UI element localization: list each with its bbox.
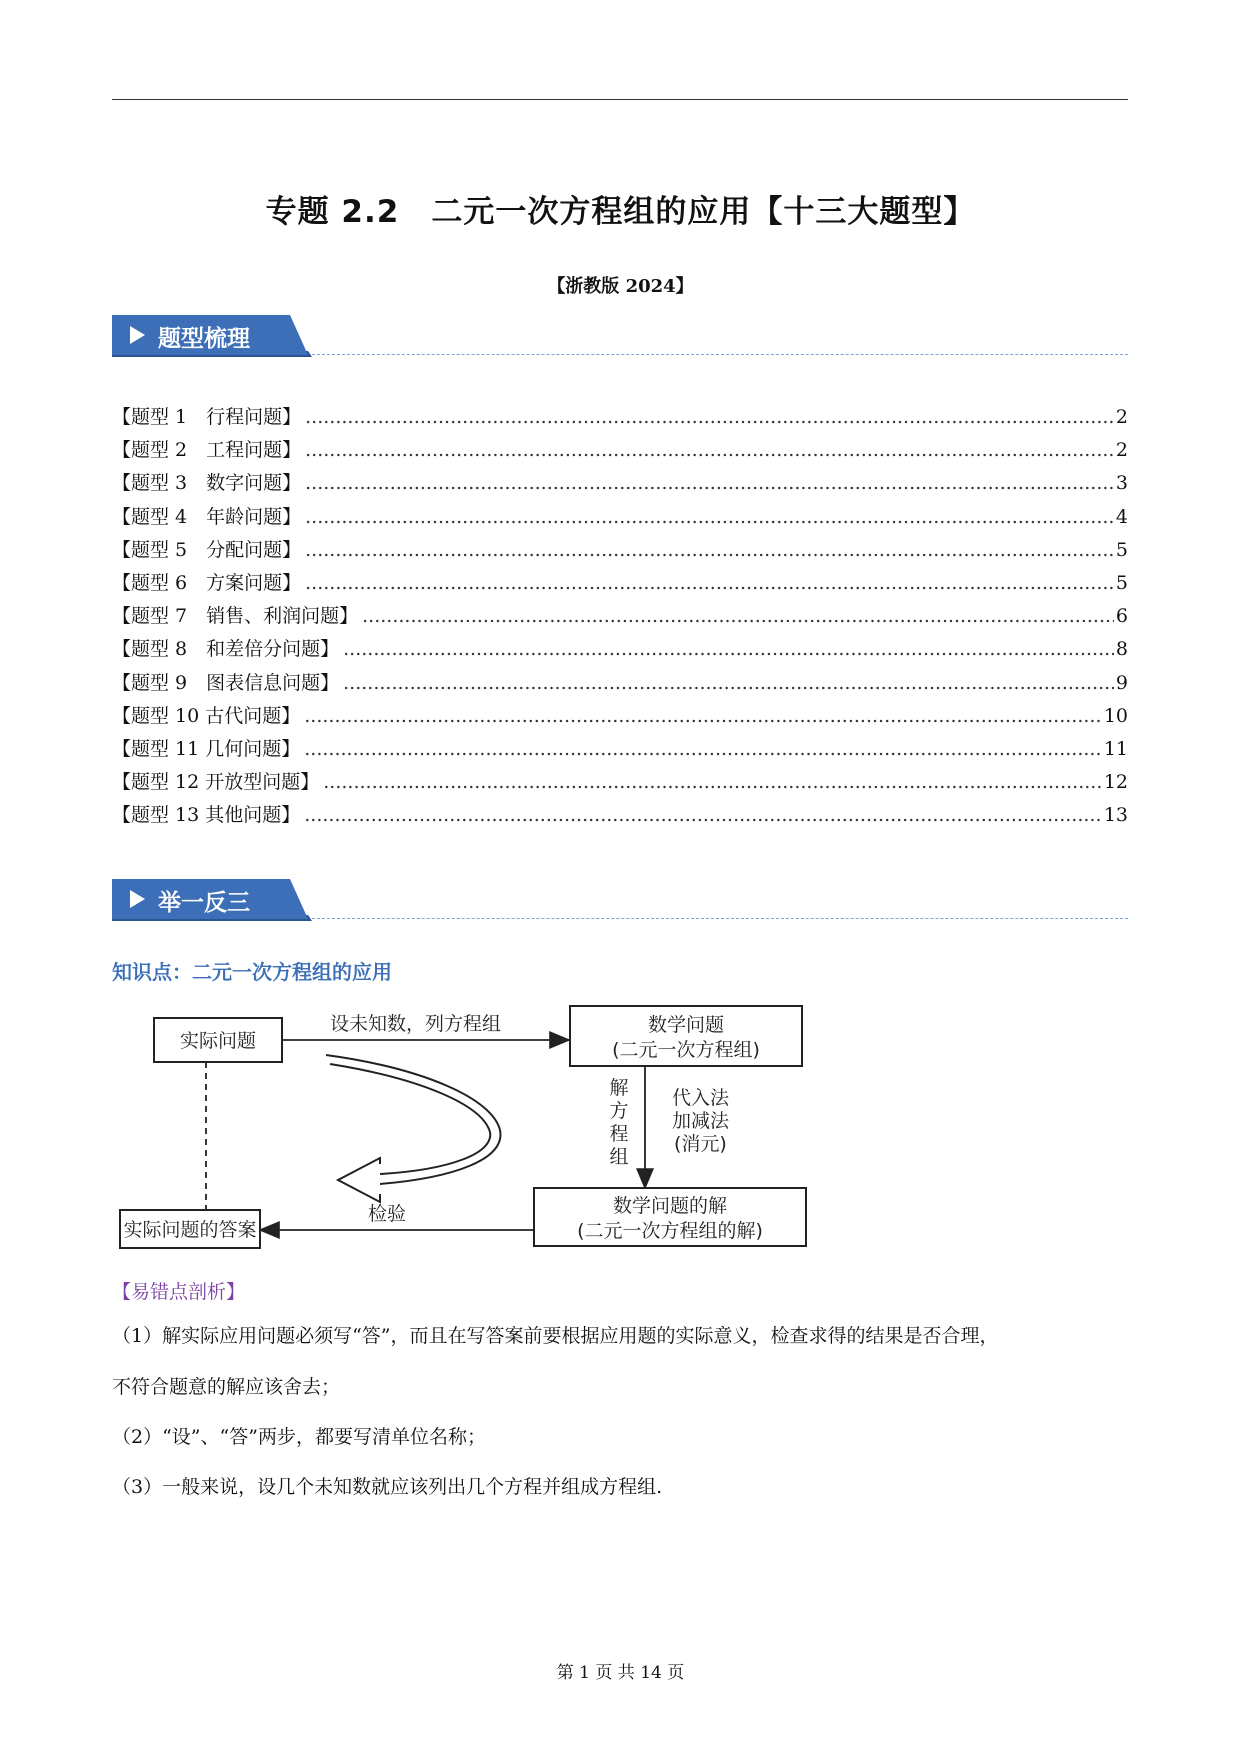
section-divider bbox=[312, 354, 1128, 355]
toc-page-number: 4 bbox=[1115, 505, 1128, 528]
svg-text:程: 程 bbox=[609, 1123, 629, 1145]
toc-leader-dots bbox=[343, 638, 1114, 660]
toc-page-number: 2 bbox=[1115, 439, 1128, 462]
toc-item-label: 【题型 4 年龄问题】 bbox=[112, 505, 302, 528]
toc-leader-dots bbox=[305, 506, 1114, 528]
toc-item-label: 【题型 7 销售、利润问题】 bbox=[112, 605, 359, 628]
section-header-toc bbox=[112, 315, 1128, 357]
svg-text:(二元一次方程组的解): (二元一次方程组的解) bbox=[577, 1220, 763, 1242]
toc-item[interactable] bbox=[112, 402, 1128, 435]
error-point-line: 不符合题意的解应该舍去； bbox=[112, 1376, 341, 1398]
toc-leader-dots bbox=[305, 472, 1114, 494]
toc-item[interactable] bbox=[112, 435, 1128, 468]
toc-item[interactable] bbox=[112, 468, 1128, 501]
svg-text:解: 解 bbox=[609, 1077, 629, 1099]
toc-item-label: 【题型 8 和差倍分问题】 bbox=[112, 638, 340, 661]
arrow-setup-label: 设未知数，列方程组 bbox=[330, 1013, 502, 1035]
svg-text:(二元一次方程组): (二元一次方程组) bbox=[612, 1039, 760, 1061]
toc-item[interactable] bbox=[112, 535, 1128, 568]
toc-page-number: 10 bbox=[1103, 704, 1128, 727]
svg-text:实际问题: 实际问题 bbox=[179, 1030, 257, 1052]
toc-item-label: 【题型 13 其他问题】 bbox=[112, 804, 301, 827]
toc-item-label: 【题型 5 分配问题】 bbox=[112, 538, 302, 561]
toc-item-label: 【题型 1 行程问题】 bbox=[112, 406, 302, 428]
solve-vertical-label bbox=[609, 1077, 628, 1168]
toc-item-label: 【题型 3 数字问题】 bbox=[112, 472, 302, 495]
edition-label: 【浙教版 2024】 bbox=[547, 276, 694, 297]
toc-item[interactable] bbox=[112, 668, 1128, 701]
svg-text:实际问题的答案: 实际问题的答案 bbox=[123, 1219, 257, 1241]
toc-item-label: 【题型 12 开放型问题】 bbox=[112, 771, 320, 794]
toc-page-number: 12 bbox=[1103, 771, 1128, 794]
play-triangle-icon bbox=[130, 890, 145, 908]
section-title: 举一反三 bbox=[158, 890, 250, 916]
svg-text:(消元): (消元) bbox=[674, 1133, 727, 1155]
toc-item[interactable] bbox=[112, 767, 1128, 800]
box-math-solution bbox=[534, 1188, 806, 1246]
svg-text:代入法: 代入法 bbox=[672, 1087, 730, 1109]
arrow-check-label: 检验 bbox=[368, 1203, 407, 1225]
page-footer: 第 1 页 共 14 页 bbox=[556, 1663, 685, 1683]
toc-leader-dots bbox=[305, 539, 1114, 561]
toc-item-label: 【题型 9 图表信息问题】 bbox=[112, 671, 340, 694]
toc-item[interactable] bbox=[112, 502, 1128, 535]
toc-item[interactable] bbox=[112, 734, 1128, 767]
toc-item[interactable] bbox=[112, 601, 1128, 634]
toc-item[interactable] bbox=[112, 800, 1128, 833]
toc-page-number: 5 bbox=[1115, 538, 1128, 561]
toc-page-number: 9 bbox=[1115, 671, 1128, 694]
svg-text:组: 组 bbox=[609, 1146, 629, 1168]
toc-item[interactable] bbox=[112, 701, 1128, 734]
box-real-answer bbox=[120, 1210, 260, 1248]
toc-leader-dots bbox=[343, 672, 1114, 694]
document-title: 专题 2.2 二元一次方程组的应用【十三大题型】 bbox=[265, 194, 976, 230]
error-point-line: （3）一般来说，设几个未知数就应该列出几个方程并组成方程组. bbox=[112, 1476, 663, 1498]
box-real-problem bbox=[154, 1018, 282, 1062]
section-header-practice bbox=[112, 879, 1128, 921]
box-math-problem bbox=[570, 1006, 802, 1066]
header-rule bbox=[112, 99, 1128, 100]
table-of-contents bbox=[112, 402, 1128, 833]
toc-page-number: 13 bbox=[1103, 804, 1128, 827]
toc-item-label: 【题型 11 几何问题】 bbox=[112, 737, 301, 760]
toc-item-label: 【题型 10 古代问题】 bbox=[112, 704, 301, 727]
knowledge-point-title: 知识点：二元一次方程组的应用 bbox=[112, 960, 392, 984]
toc-page-number: 6 bbox=[1115, 605, 1128, 628]
svg-text:方: 方 bbox=[609, 1100, 629, 1122]
toc-item[interactable] bbox=[112, 568, 1128, 601]
play-triangle-icon bbox=[130, 326, 145, 344]
error-point-line: （2）“设”、“答”两步，都要写清单位名称； bbox=[112, 1426, 486, 1448]
toc-item-label: 【题型 2 工程问题】 bbox=[112, 439, 302, 462]
toc-leader-dots bbox=[305, 406, 1114, 428]
curved-return-arrow-icon bbox=[326, 1055, 500, 1202]
section-divider bbox=[312, 918, 1128, 919]
toc-leader-dots bbox=[304, 705, 1102, 727]
toc-page-number: 3 bbox=[1115, 472, 1128, 495]
toc-page-number: 11 bbox=[1103, 737, 1128, 760]
solve-methods-label bbox=[672, 1087, 730, 1155]
toc-leader-dots bbox=[304, 804, 1102, 826]
toc-item[interactable] bbox=[112, 634, 1128, 667]
toc-leader-dots bbox=[362, 605, 1114, 627]
toc-leader-dots bbox=[304, 738, 1102, 760]
error-analysis-title: 【易错点剖析】 bbox=[112, 1281, 246, 1303]
svg-text:加减法: 加减法 bbox=[672, 1110, 730, 1132]
section-title: 题型梳理 bbox=[158, 326, 250, 352]
error-point-line: （1）解实际应用问题必须写“答”，而且在写答案前要根据应用题的实际意义，检查求得的结果是否合理， bbox=[112, 1325, 999, 1347]
svg-text:数学问题: 数学问题 bbox=[647, 1014, 725, 1036]
toc-leader-dots bbox=[305, 572, 1114, 594]
toc-item-label: 【题型 6 方案问题】 bbox=[112, 571, 302, 594]
svg-text:数学问题的解: 数学问题的解 bbox=[612, 1195, 728, 1217]
toc-page-number: 5 bbox=[1115, 571, 1128, 594]
toc-page-number: 8 bbox=[1115, 638, 1128, 661]
toc-leader-dots bbox=[305, 439, 1114, 461]
solution-flow-diagram bbox=[112, 998, 822, 1260]
toc-leader-dots bbox=[323, 771, 1102, 793]
toc-page-number: 2 bbox=[1115, 406, 1128, 428]
